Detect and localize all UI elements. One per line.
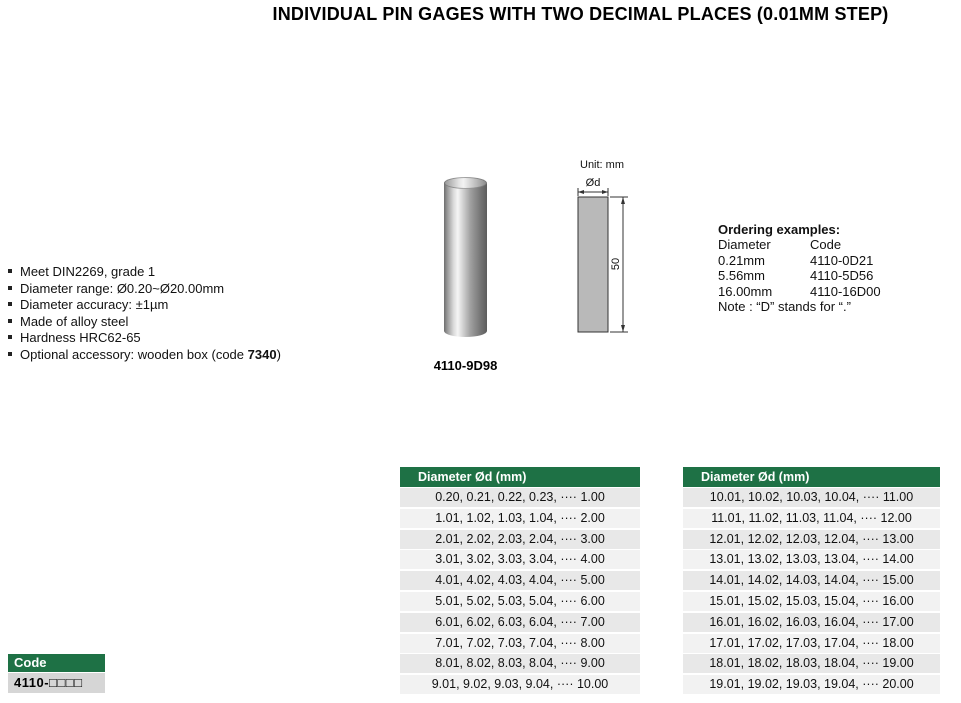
table-row: 15.01, 15.02, 15.03, 15.04, ···· 16.00	[683, 592, 940, 611]
feature-text: Hardness HRC62-65	[20, 330, 141, 346]
table-row: 14.01, 14.02, 14.03, 14.04, ···· 15.00	[683, 571, 940, 590]
ordering-row	[718, 268, 948, 283]
pin-top-face	[444, 177, 487, 189]
table-row: 3.01, 3.02, 3.03, 3.04, ···· 4.00	[400, 550, 640, 569]
ordering-col-code: Code	[810, 237, 842, 253]
ordering-diameter: 5.56mm	[718, 268, 765, 284]
feature-item	[8, 330, 281, 347]
table-row: 18.01, 18.02, 18.03, 18.04, ···· 19.00	[683, 654, 940, 673]
ordering-row	[718, 284, 948, 299]
bullet-square-icon	[8, 335, 12, 339]
bullet-square-icon	[8, 352, 12, 356]
feature-text: Diameter range: Ø0.20~Ø20.00mm	[20, 280, 225, 296]
ordering-header-row	[718, 237, 948, 252]
code-block	[8, 654, 105, 693]
table-row: 0.20, 0.21, 0.22, 0.23, ···· 1.00	[400, 488, 640, 507]
dim-arrow-down	[621, 325, 625, 332]
pin-gage-photo	[444, 177, 487, 337]
ordering-row	[718, 253, 948, 268]
unit-label: Unit: mm	[580, 159, 624, 171]
feature-text: Optional accessory: wooden box (code 7340)	[20, 346, 281, 362]
bullet-square-icon	[8, 269, 12, 273]
table-row: 19.01, 19.02, 19.03, 19.04, ···· 20.00	[683, 675, 940, 694]
table-row: 4.01, 4.02, 4.03, 4.04, ···· 5.00	[400, 571, 640, 590]
bullet-square-icon	[8, 319, 12, 323]
dim-arrow-left	[578, 190, 584, 194]
code-block-value: 4110-□□□□	[8, 673, 105, 693]
diameter-dim-label: Ød	[585, 177, 601, 189]
table-row: 1.01, 1.02, 1.03, 1.04, ···· 2.00	[400, 509, 640, 528]
ordering-note: Note : “D” stands for “.”	[718, 299, 851, 315]
table-row: 8.01, 8.02, 8.03, 8.04, ···· 9.00	[400, 654, 640, 673]
table-row: 12.01, 12.02, 12.03, 12.04, ···· 13.00	[683, 530, 940, 549]
table-header: Diameter Ød (mm)	[400, 467, 640, 487]
feature-item	[8, 264, 281, 281]
feature-list	[8, 264, 281, 364]
table-row: 6.01, 6.02, 6.03, 6.04, ···· 7.00	[400, 613, 640, 632]
table-row: 13.01, 13.02, 13.03, 13.04, ···· 14.00	[683, 550, 940, 569]
ordering-code: 4110-5D56	[810, 268, 874, 284]
feature-text: Meet DIN2269, grade 1	[20, 264, 156, 279]
product-code-label: 4110-9D98	[433, 358, 498, 373]
ordering-code: 4110-16D00	[810, 283, 881, 299]
feature-item	[8, 314, 281, 331]
ordering-col-diameter: Diameter	[718, 237, 771, 253]
diameter-table-left	[400, 467, 640, 696]
table-row: 5.01, 5.02, 5.03, 5.04, ···· 6.00	[400, 592, 640, 611]
bullet-square-icon	[8, 286, 12, 290]
dimension-drawing	[560, 152, 645, 347]
table-row: 10.01, 10.02, 10.03, 10.04, ···· 11.00	[683, 488, 940, 507]
page-title: INDIVIDUAL PIN GAGES WITH TWO DECIMAL PLACES (0.01MM STEP)	[272, 4, 889, 24]
pin-cylinder	[444, 183, 487, 337]
length-dim-label: 50	[610, 257, 622, 271]
ordering-diameter: 0.21mm	[718, 252, 765, 268]
ordering-examples	[718, 222, 948, 314]
feature-item	[8, 281, 281, 298]
ordering-title: Ordering examples:	[718, 222, 841, 237]
dim-arrow-right	[602, 190, 608, 194]
table-header: Diameter Ød (mm)	[683, 467, 940, 487]
feature-text: Made of alloy steel	[20, 313, 129, 329]
feature-text: Diameter accuracy: ±1µm	[20, 297, 169, 313]
ordering-diameter: 16.00mm	[718, 283, 773, 299]
table-row: 7.01, 7.02, 7.03, 7.04, ···· 8.00	[400, 634, 640, 653]
code-block-header: Code	[8, 654, 105, 672]
bullet-square-icon	[8, 302, 12, 306]
table-row: 17.01, 17.02, 17.03, 17.04, ···· 18.00	[683, 634, 940, 653]
dim-arrow-up	[621, 197, 625, 204]
table-row: 11.01, 11.02, 11.03, 11.04, ···· 12.00	[683, 509, 940, 528]
pin-outline-rect	[578, 197, 608, 332]
accessory-code: 7340	[247, 346, 277, 362]
feature-item	[8, 347, 281, 364]
table-row: 9.01, 9.02, 9.03, 9.04, ···· 10.00	[400, 675, 640, 694]
table-row: 16.01, 16.02, 16.03, 16.04, ···· 17.00	[683, 613, 940, 632]
table-row: 2.01, 2.02, 2.03, 2.04, ···· 3.00	[400, 530, 640, 549]
diameter-table-right	[683, 467, 940, 696]
feature-item	[8, 297, 281, 314]
ordering-code: 4110-0D21	[810, 252, 874, 268]
